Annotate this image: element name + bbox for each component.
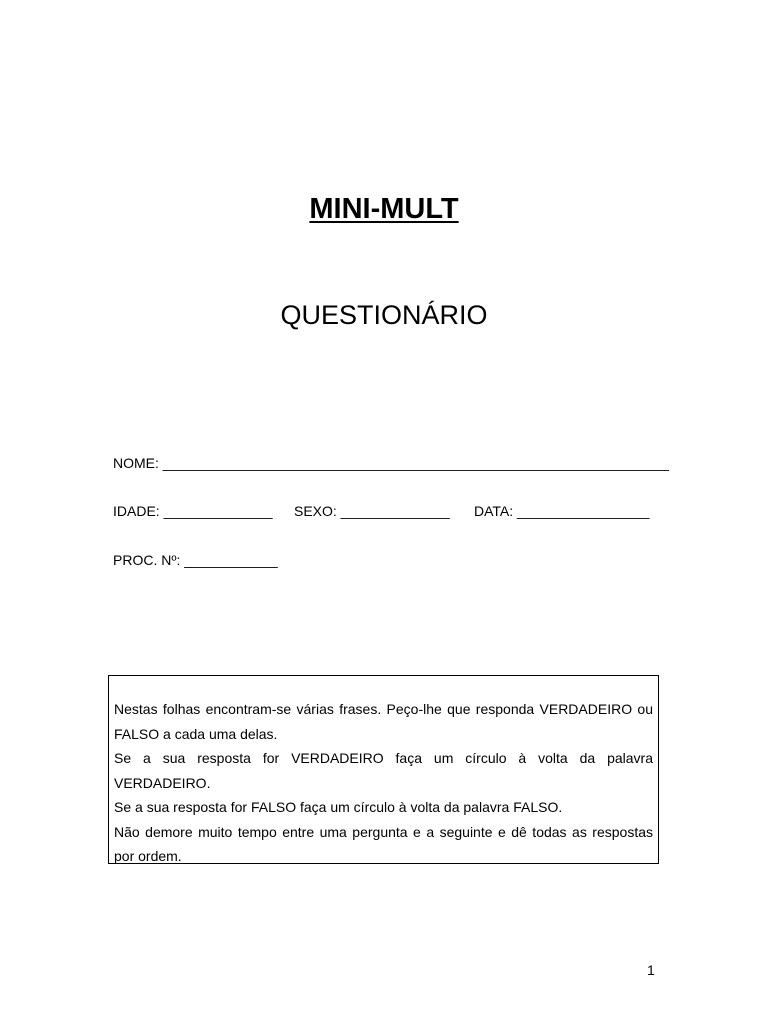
instructions-box (108, 675, 659, 864)
instruction-paragraph: Se a sua resposta for FALSO faça um círculo à volta da palavra FALSO. (114, 799, 563, 815)
page-number: 1 (647, 962, 655, 978)
document-title-container (0, 190, 768, 228)
field-idade: IDADE: ______________ (113, 503, 273, 519)
instruction-paragraph: Não demore muito tempo entre uma pergunta e a seguinte e dê todas as respostas por ordem. (114, 823, 653, 864)
document-subtitle: QUESTIONÁRIO (280, 300, 488, 330)
instruction-paragraph: Se a sua resposta for VERDADEIRO faça um círculo à volta da palavra VERDADEIRO. (114, 750, 653, 791)
field-proc-number: PROC. Nº: ____________ (113, 552, 278, 568)
field-nome: NOME: _________________________________________________________________ (113, 455, 669, 471)
instruction-paragraph: Nestas folhas encontram-se várias frases. Peço-lhe que responda VERDADEIRO ou FALSO a cada uma delas. (114, 701, 653, 742)
document-title: MINI-MULT (309, 193, 459, 225)
field-data: DATA: _________________ (474, 503, 650, 519)
field-sexo: SEXO: ______________ (294, 503, 450, 519)
